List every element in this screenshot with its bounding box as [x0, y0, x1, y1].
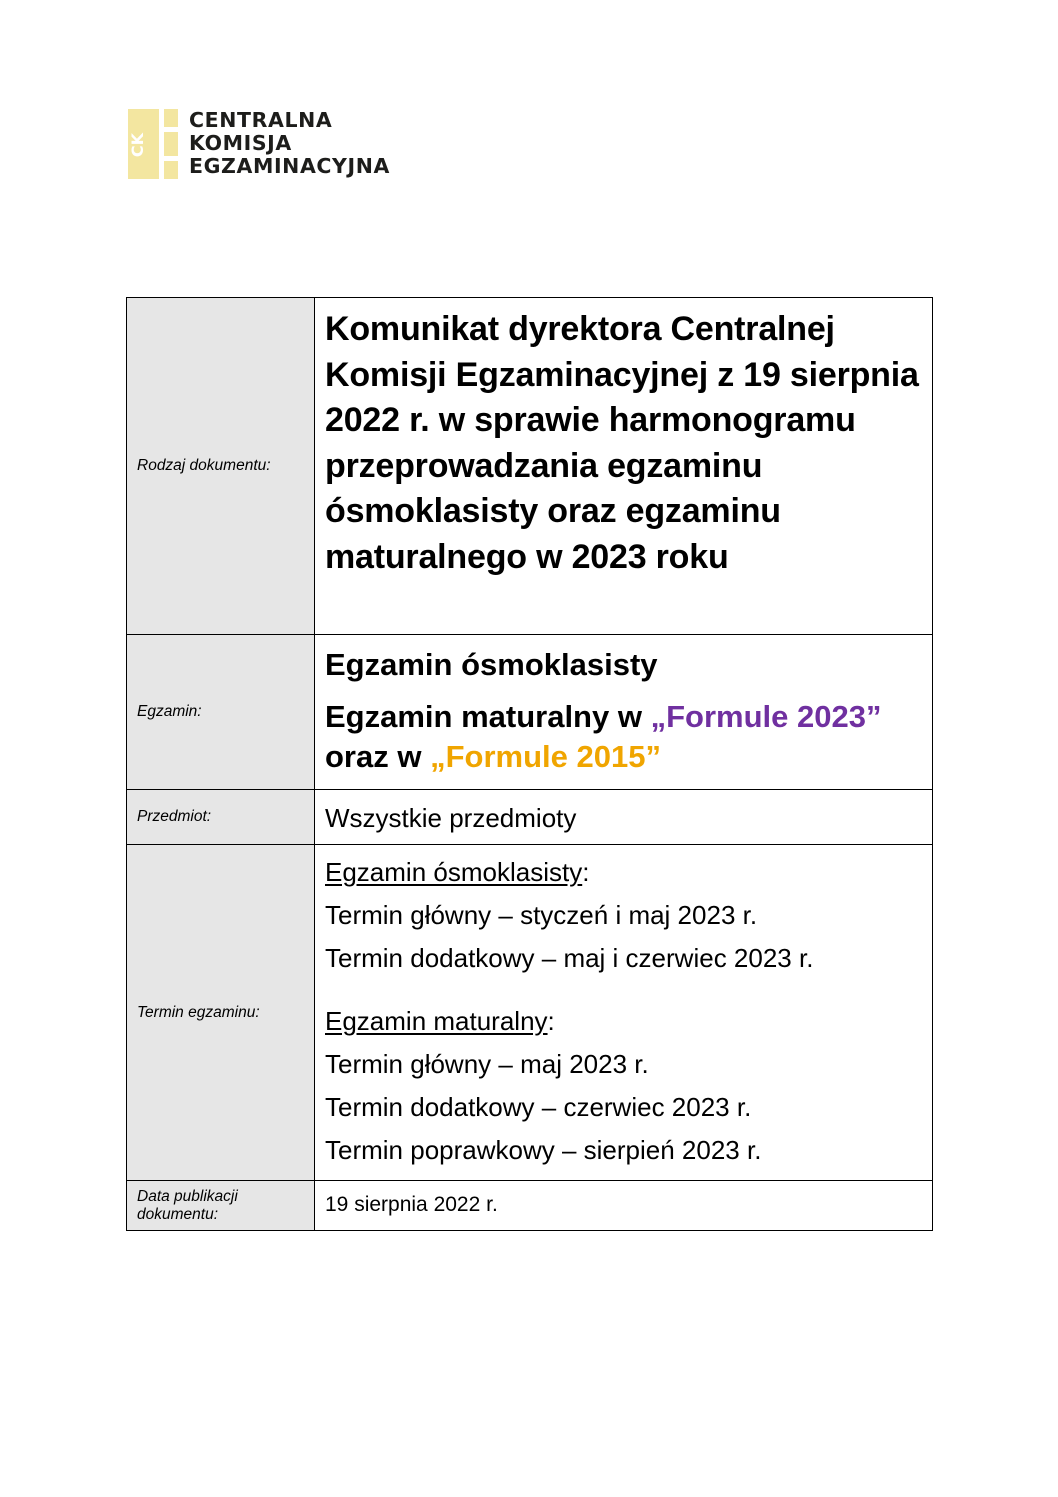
exam-label: Egzamin: [127, 635, 315, 790]
logo-line-3: EGZAMINACYJNA [189, 154, 390, 178]
exam-osmoklasisty: Egzamin ósmoklasisty [325, 647, 658, 682]
formula-2023: „Formule 2023” [650, 699, 882, 734]
publication-label-line2: dokumentu: [137, 1205, 218, 1223]
maturalny-term-main: Termin główny – maj 2023 r. [325, 1049, 649, 1079]
svg-text:CK: CK [128, 132, 147, 158]
logo-line-1: CENTRALNA [189, 108, 333, 132]
document-type-label: Rodzaj dokumentu: [127, 298, 315, 635]
exam-dates-row [127, 845, 933, 1181]
maturalny-term-additional: Termin dodatkowy – czerwiec 2023 r. [325, 1092, 752, 1122]
document-title: Komunikat dyrektora Centralnej Komisji Egzaminacyjnej z 19 sierpnia 2022 r. w sprawie harmonogramu przeprowadzania egzaminu ósmoklasisty oraz egzaminu maturalnego w 2023 roku [325, 310, 919, 576]
exam-maturalny-oraz: oraz w [325, 739, 431, 774]
subject-value: Wszystkie przedmioty [325, 803, 577, 833]
publication-label-line1: Data publikacji [137, 1187, 238, 1205]
subject-row [127, 790, 933, 845]
exam-maturalny-text: Egzamin maturalny w [325, 699, 651, 734]
formula-2015: „Formule 2015” [430, 739, 661, 774]
document-type-row [127, 298, 933, 635]
maturalny-term-retake: Termin poprawkowy – sierpień 2023 r. [325, 1135, 762, 1165]
osmoklasisty-term-main: Termin główny – styczeń i maj 2023 r. [325, 900, 758, 930]
cke-logo-text [189, 109, 390, 178]
osmoklasisty-heading: Egzamin ósmoklasisty: [325, 857, 590, 887]
cke-logo-mark-icon [128, 109, 178, 179]
exam-dates-label: Termin egzaminu: [127, 845, 315, 1181]
publication-row [127, 1181, 933, 1231]
exam-maturalny [325, 697, 922, 777]
osmoklasisty-term-additional: Termin dodatkowy – maj i czerwiec 2023 r. [325, 943, 814, 973]
subject-label: Przedmiot: [127, 790, 315, 845]
maturalny-heading: Egzamin maturalny: [325, 1006, 555, 1036]
publication-date: 19 sierpnia 2022 r. [325, 1193, 498, 1216]
exam-row [127, 635, 933, 790]
logo-line-2: KOMISJA [189, 131, 292, 155]
document-info-table [126, 297, 933, 1231]
